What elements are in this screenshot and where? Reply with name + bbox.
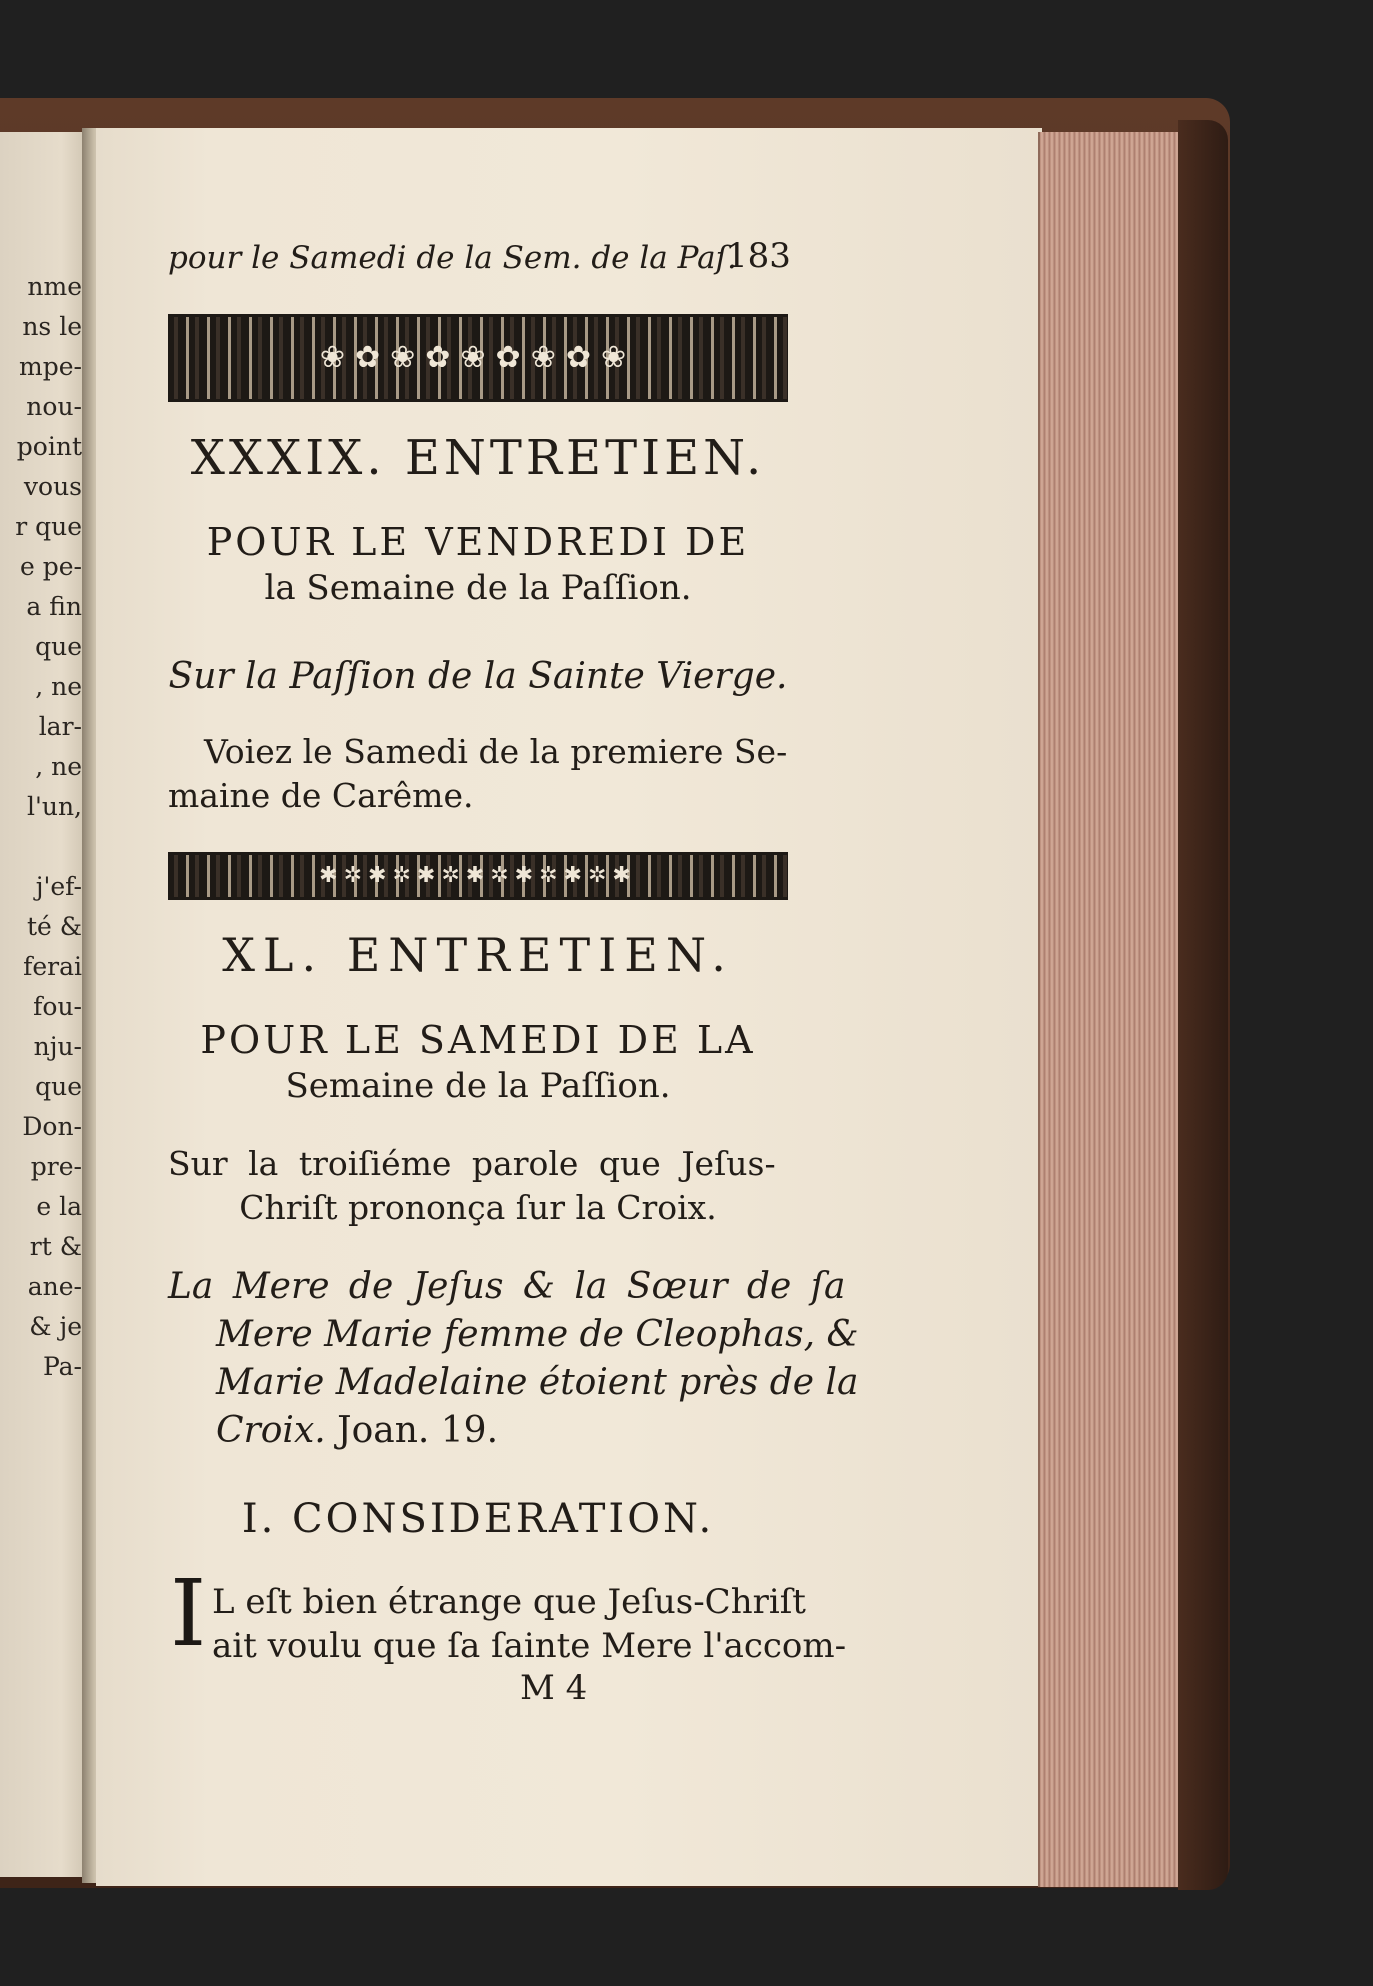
left-page-line: que: [35, 1072, 82, 1101]
entretien-40-topic-1: Sur la troiſiéme parole que Jeſus-: [168, 1144, 776, 1183]
ornament-glyphs: ❀✿❀✿❀✿❀✿❀: [319, 340, 637, 375]
left-page-line: pre-: [30, 1152, 82, 1181]
left-page-line: nju-: [33, 1032, 82, 1061]
left-page-line: e pe-: [20, 552, 82, 581]
left-page-line: ane-: [27, 1272, 82, 1301]
entretien-39-note-2: maine de Carême.: [168, 776, 474, 815]
body-line-1: L eſt bien étrange que Jeſus-Chriſt: [212, 1582, 806, 1622]
entretien-39-note-1: Voiez le Samedi de la premiere Se-: [204, 732, 788, 771]
left-page: [0, 132, 88, 1877]
left-page-line: que: [35, 632, 82, 661]
entretien-40-subheading-1: POUR LE SAMEDI DE LA: [200, 1018, 756, 1062]
middle-ornament-band: [168, 852, 788, 900]
left-page-line: nou-: [26, 392, 82, 421]
left-page-line: e la: [36, 1192, 82, 1221]
left-page-line: j'ef-: [35, 872, 82, 901]
left-page-line: ferai: [23, 952, 82, 981]
left-page-line: r que: [15, 512, 82, 541]
drop-cap: I: [170, 1560, 207, 1667]
scripture-quote-word: Croix.: [216, 1410, 326, 1451]
scripture-reference: Joan. 19.: [337, 1410, 499, 1451]
left-page-line: , ne: [35, 672, 82, 701]
left-page-line: & je: [29, 1312, 82, 1341]
left-page-line: , ne: [35, 752, 82, 781]
entretien-40-subheading-2: Semaine de la Paſſion.: [285, 1066, 671, 1106]
scripture-quote-2: Mere Marie femme de Cleophas, &: [216, 1314, 859, 1355]
left-page-line: té &: [26, 912, 82, 941]
left-page-line: nme: [27, 272, 82, 301]
top-ornament-band: [168, 314, 788, 402]
book-fore-edge-cover: [1178, 120, 1228, 1890]
left-page-line: ns le: [22, 312, 82, 341]
running-title: pour le Samedi de la Sem. de la Paſ.: [168, 240, 737, 276]
left-page-line: rt &: [29, 1232, 82, 1261]
ornament-glyphs: ✱✲✱✲✱✲✱✲✱✲✱✲✱: [319, 863, 637, 888]
left-page-line: fou-: [33, 992, 82, 1021]
page-edges: [1038, 132, 1180, 1887]
left-page-line: Pa-: [42, 1352, 82, 1381]
left-page-line: vous: [23, 472, 82, 501]
entretien-39-subheading-1: POUR LE VENDREDI DE: [206, 520, 750, 564]
scripture-quote-1: La Mere de Jeſus & la Sœur de ſa: [168, 1266, 846, 1307]
entretien-40-topic-2: Chriſt prononça ſur la Croix.: [239, 1188, 717, 1227]
left-page-line: l'un,: [26, 792, 82, 821]
scripture-quote-4: [216, 1410, 498, 1451]
left-page-line: point: [16, 432, 82, 461]
entretien-40-heading: XL. ENTRETIEN.: [222, 928, 734, 982]
signature-mark: M 4: [520, 1668, 588, 1708]
left-page-line: a fin: [26, 592, 82, 621]
page-number: 183: [726, 236, 791, 276]
left-page-line: mpe-: [19, 352, 82, 381]
consideration-heading: I. CONSIDERATION.: [241, 1496, 715, 1542]
right-page: [96, 128, 1042, 1886]
body-line-2: ait voulu que ſa ſainte Mere l'accom-: [212, 1626, 847, 1666]
entretien-39-heading: XXXIX. ENTRETIEN.: [190, 430, 766, 486]
entretien-39-topic: Sur la Paſſion de la Sainte Vierge.: [168, 656, 788, 697]
entretien-39-subheading-2: la Semaine de la Paſſion.: [264, 568, 692, 608]
scripture-quote-3: Marie Madelaine étoient près de la: [216, 1362, 859, 1403]
left-page-line: Don-: [22, 1112, 82, 1141]
left-page-line: lar-: [38, 712, 82, 741]
